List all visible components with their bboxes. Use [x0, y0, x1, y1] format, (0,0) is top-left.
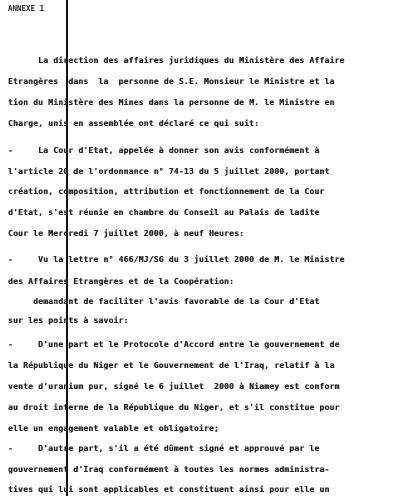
document-line: demandant de faciliter l'avis favorable de la Cour d'Etat — [8, 296, 320, 306]
document-line: elle un engagement valable et obligatoire; — [8, 423, 219, 433]
document-line: d'Etat, s'est réunie en chambre du Conseil au Palais de ladite — [8, 207, 320, 217]
document-line: tives qui lui sont applicables et constituent ainsi pour elle un — [8, 484, 330, 494]
document-line: l'article 20 de l'ordonnance n° 74-13 du 5 juillet 2000, portant — [8, 166, 330, 176]
scan-artifact-line — [66, 0, 68, 496]
document-line: création, composition, attribution et fonctionnement de la Cour — [8, 186, 325, 196]
document-line: la République du Niger et le Gouvernement de l'Iraq, relatif à la — [8, 360, 335, 370]
document-line: tion du Ministère des Mines dans la personne de M. le Ministre en — [8, 97, 335, 107]
document-line: gouvernement d'Iraq conformément à toutes les normes administra- — [8, 464, 330, 474]
document-line: Cour le Mercredi 7 juillet 2000, à neuf Heures: — [8, 228, 245, 238]
annex-label: ANNEXE 1 — [8, 4, 45, 13]
document-line: Charge, unis en assemblée ont déclaré ce qui suit: — [8, 118, 260, 128]
document-line: Etrangères dans la personne de S.E. Monsieur le Ministre et la — [8, 76, 335, 86]
document-line: La direction des affaires juridiques du Ministère des Affaire — [8, 55, 345, 65]
document-line: sur les points à savoir: — [8, 315, 129, 325]
document-line: - Vu la lettre n° 466/MJ/SG du 3 juillet 2000 de M. le Ministre — [8, 254, 345, 264]
document-line: des Affaires Etrangères et de la Coopération: — [8, 276, 235, 286]
document-line: au droit interne de la République du Niger, et s'il constitue pour — [8, 402, 340, 412]
document-line: - D'une part et le Protocole d'Accord entre le gouvernement de — [8, 339, 340, 349]
document-line: vente d'uranium pur, signé le 6 juillet 2000 à Niamey est conform — [8, 381, 340, 391]
document-line: - D'autre part, s'il a été dûment signé et approuvé par le — [8, 443, 320, 453]
document-line: - La Cour d'Etat, appelée à donner son avis conformément à — [8, 145, 320, 155]
